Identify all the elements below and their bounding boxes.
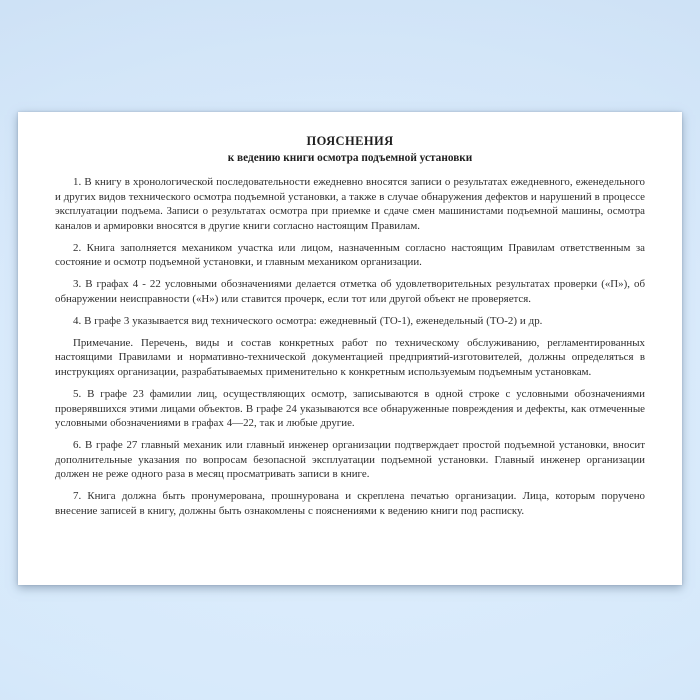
document-title: ПОЯСНЕНИЯ — [306, 134, 394, 148]
paragraph: 7. Книга должна быть пронумерована, прошнурована и скреплена печатью организации. Лица, которым поручено внесение записей в книгу, должны быть ознакомлены с пояснениями к ведению книги под расписку. — [55, 490, 645, 517]
paragraph: 5. В графе 23 фамилии лиц, осуществляющих осмотр, записываются в одной строке с условными обозначениями проверявшихся этими лицами объектов. В графе 24 указываются все обнаруженные повреждения и дефекты, как отмеченные условными обозначениями в графах 4—22, так и любые другие. — [55, 388, 645, 430]
paragraph: Примечание. Перечень, виды и состав конкретных работ по техническому обслуживанию, регламентированных настоящими Правилами и нормативно-технической документацией предприятий-изготовителей, должны определяться в инструкциях организации, разрабатываемых применительно к конкретным используемым подъемным установкам. — [55, 336, 645, 379]
paragraph-list — [55, 175, 645, 518]
document-subtitle: к ведению книги осмотра подъемной установки — [227, 152, 473, 164]
paragraph: 4. В графе 3 указывается вид технического осмотра: ежедневный (ТО-1), еженедельный (ТО-2) и др. — [73, 314, 543, 327]
paragraph: 6. В графе 27 главный механик или главный инженер организации подтверждает простой подъемной установки, вносит дополнительные указания по вопросам безопасной эксплуатации подъемной установки. Главный инженер организации должен не реже одного раза в месяц просматривать записи в книге. — [55, 439, 645, 481]
document-page — [18, 112, 682, 585]
document-content — [55, 134, 645, 526]
paragraph: 1. В книгу в хронологической последовательности ежедневно вносятся записи о результатах ежедневного, еженедельного и других видов технического осмотра подъемной установки, а также в случае обнаружения дефектов и нарушений в процессе эксплуатации подъема. Записи о результатах осмотра при приемке и сдаче смен машинистами подъемной машины, осмотра каналов и армировки вносятся в другие книги согласно настоящим Правилам. — [55, 176, 645, 232]
paragraph: 3. В графах 4 - 22 условными обозначениями делается отметка об удовлетворительных результатах проверки («П»), об обнаружении неисправности («Н») или ставится прочерк, если тот или другой объект не проверяется. — [55, 278, 645, 305]
paragraph: 2. Книга заполняется механиком участка или лицом, назначенным согласно настоящим Правилам ответственным за состояние и осмотр подъемной установки, и главным механиком организации. — [55, 241, 645, 269]
